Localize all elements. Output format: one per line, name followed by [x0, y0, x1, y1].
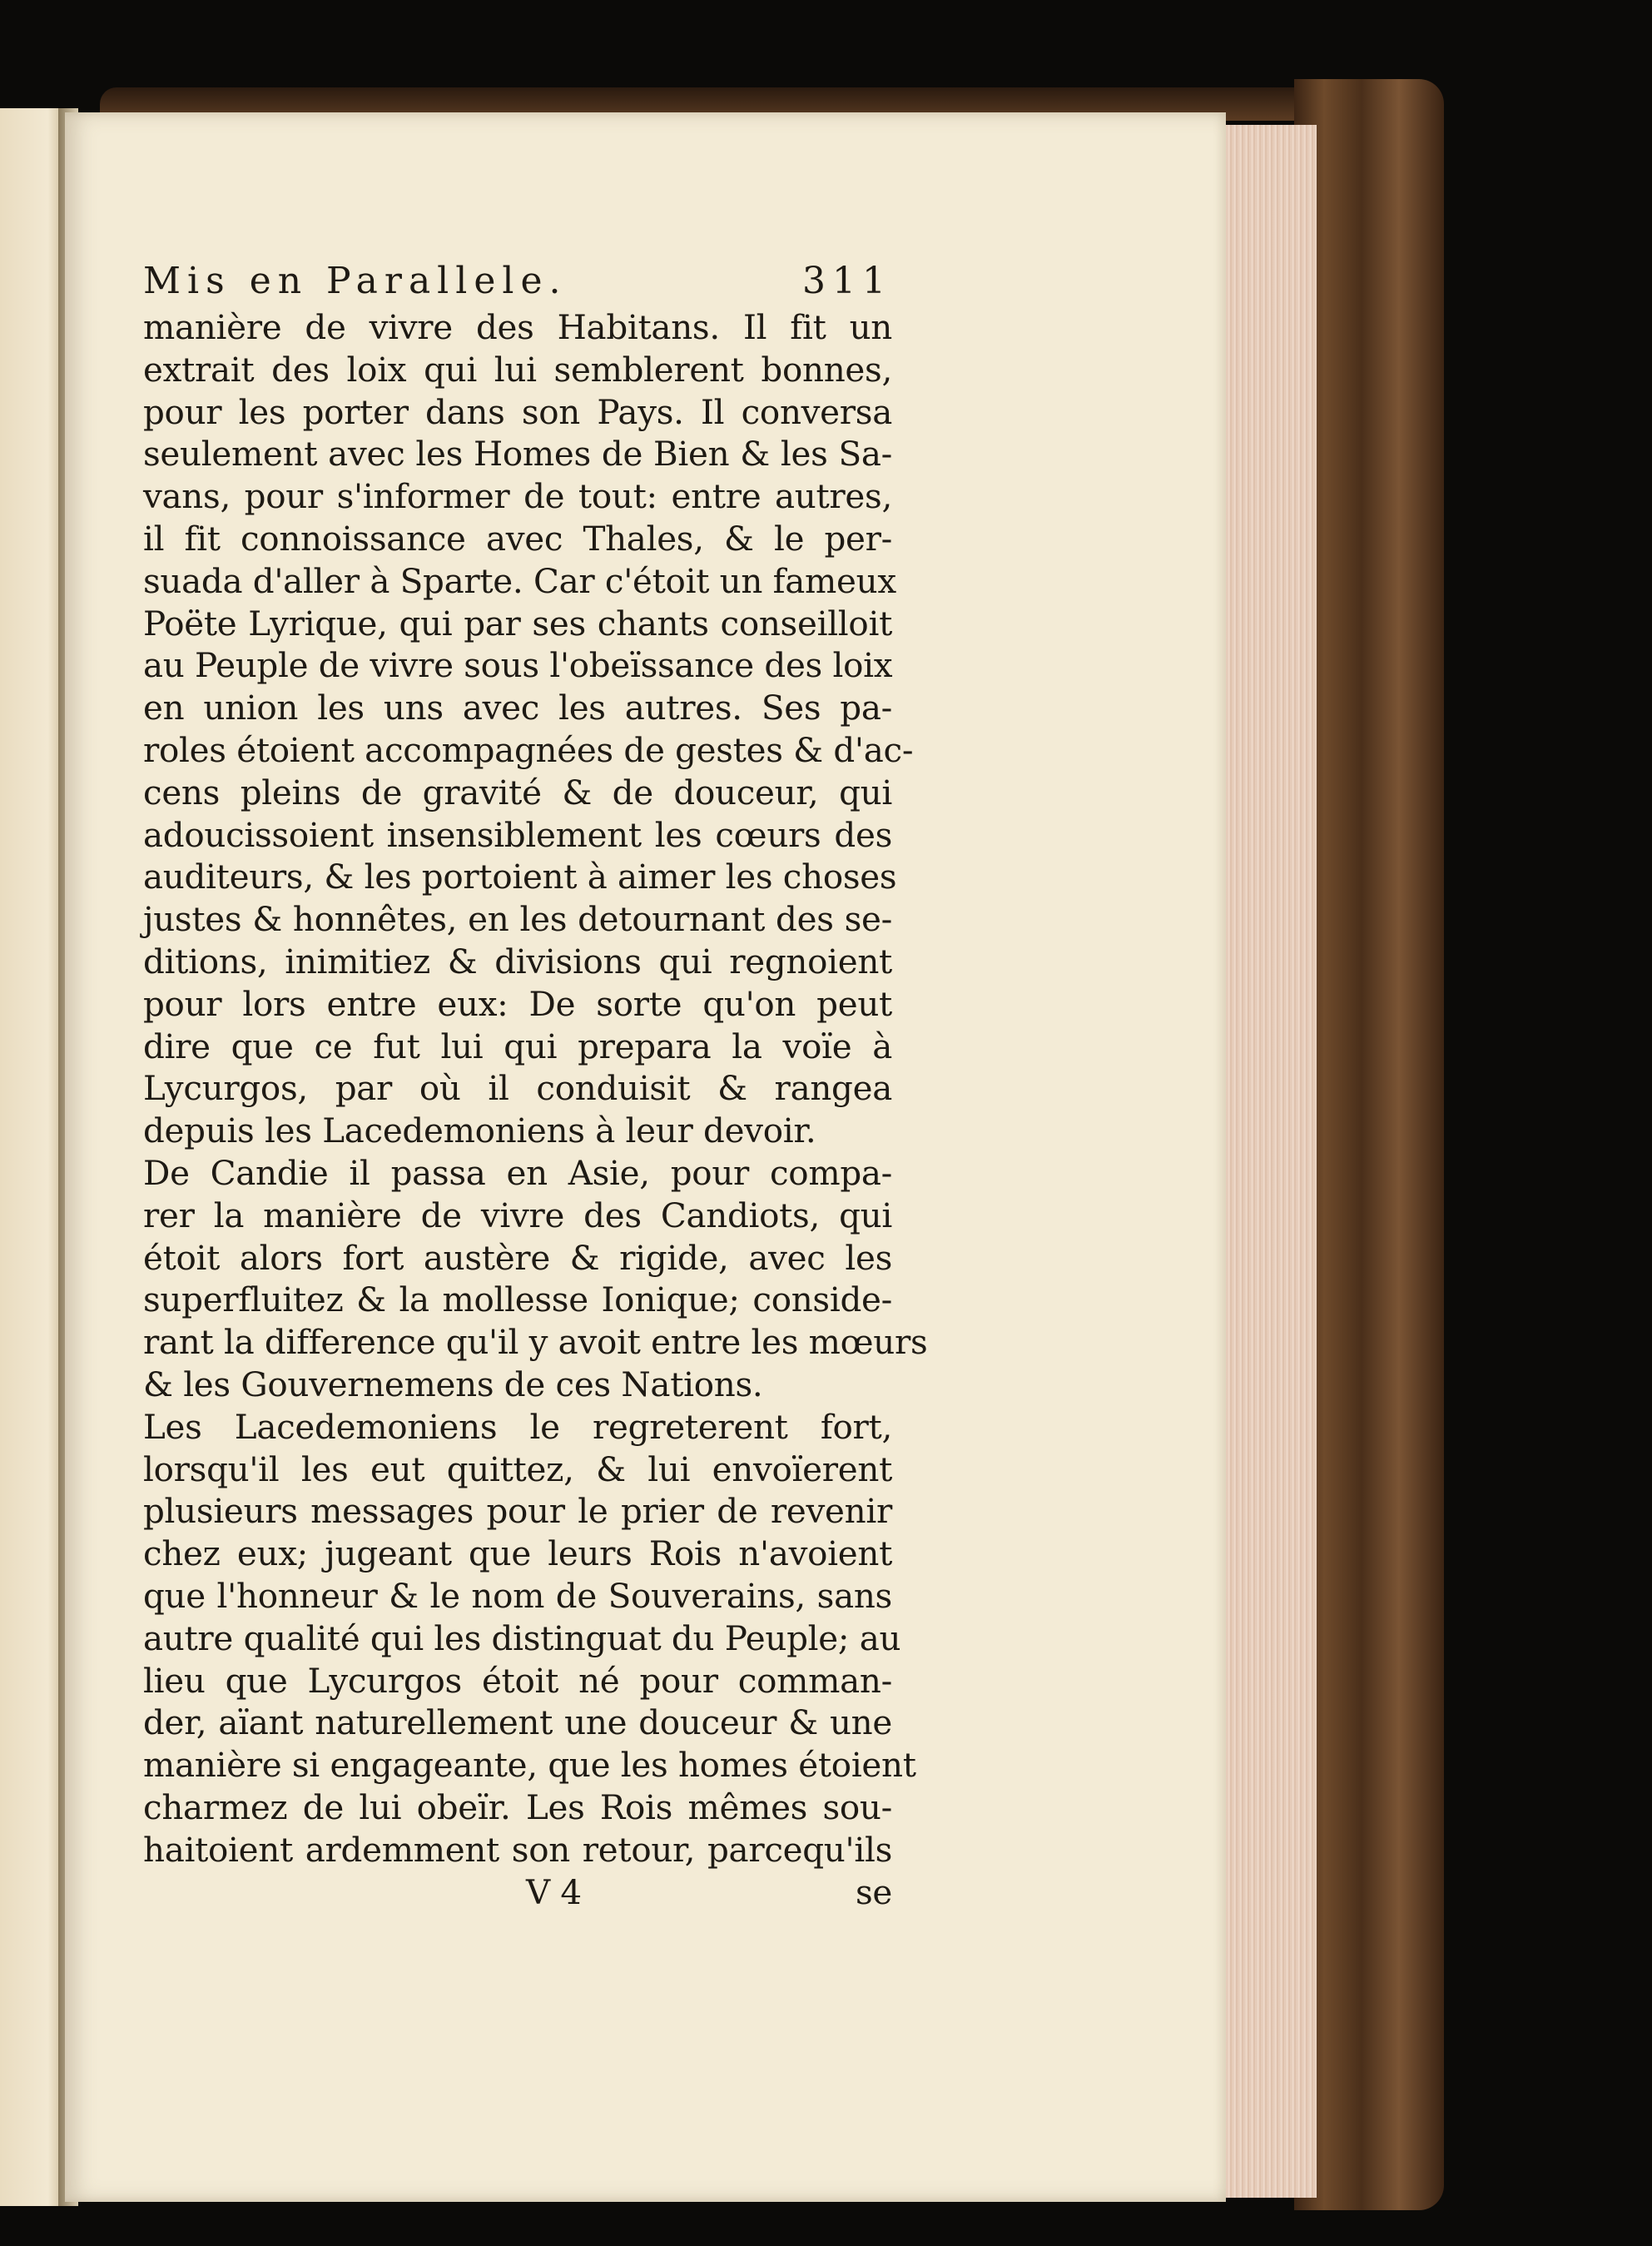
text-line: pour les porter dans son Pays. Il conversa: [143, 391, 892, 432]
text-line: dire que ce fut lui qui prepara la voïe à: [143, 1026, 892, 1066]
text-line: manière si engageante, que les homes étoient: [143, 1745, 916, 1786]
text-line: que l'honneur & le nom de Souverains, sans: [143, 1575, 892, 1616]
book-cover-edge: [1294, 79, 1444, 2210]
text-line: seulement avec les Homes de Bien & les Sa-: [143, 434, 892, 475]
text-line: haitoient ardemment son retour, parcequ'ils: [143, 1829, 892, 1870]
page-footer: [143, 1871, 892, 1914]
text-line: chez eux; jugeant que leurs Rois n'avoient: [143, 1533, 892, 1574]
page-edges: [1219, 125, 1317, 2198]
text-line: auditeurs, & les portoient à aimer les choses: [143, 857, 897, 897]
text-line: & les Gouvernemens de ces Nations.: [143, 1364, 763, 1404]
text-line: vans, pour s'informer de tout: entre autres,: [143, 476, 892, 517]
text-line: autre qualité qui les distinguat du Peuple; au: [143, 1617, 901, 1658]
text-line: der, aïant naturellement une douceur & une: [143, 1702, 892, 1743]
text-line: roles étoient accompagnées de gestes & d'ac-: [143, 729, 914, 770]
text-line: depuis les Lacedemoniens à leur devoir.: [143, 1111, 816, 1151]
text-line: charmez de lui obeïr. Les Rois mêmes sou-: [143, 1786, 892, 1827]
text-line: extrait des loix qui lui semblerent bonnes,: [143, 349, 892, 390]
text-line: De Candie il passa en Asie, pour compa-: [143, 1152, 892, 1193]
catchword: se: [855, 1872, 892, 1913]
text-line: Poëte Lyrique, qui par ses chants conseilloit: [143, 603, 892, 643]
text-line: Les Lacedemoniens le regreterent fort,: [143, 1406, 892, 1447]
running-head: [143, 256, 892, 306]
text-line: il fit connoissance avec Thales, & le per-: [143, 518, 892, 559]
text-line: ditions, inimitiez & divisions qui regnoient: [143, 941, 892, 981]
text-line: rant la difference qu'il y avoit entre les mœurs: [143, 1322, 928, 1363]
text-line: pour lors entre eux: De sorte qu'on peut: [143, 983, 892, 1024]
signature-mark: V 4: [526, 1872, 582, 1913]
text-line: suada d'aller à Sparte. Car c'étoit un fameux: [143, 560, 896, 601]
text-line: étoit alors fort austère & rigide, avec les: [143, 1237, 892, 1278]
text-line: justes & honnêtes, en les detournant des se-: [143, 899, 892, 940]
text-line: Lycurgos, par où il conduisit & rangea: [143, 1068, 892, 1109]
text-line: au Peuple de vivre sous l'obeïssance des loix: [143, 645, 893, 686]
text-line: plusieurs messages pour le prier de revenir: [143, 1491, 892, 1532]
running-title: Mis en Parallele.: [143, 260, 568, 302]
text-line: lorsqu'il les eut quittez, & lui envoïerent: [143, 1448, 892, 1489]
text-line: manière de vivre des Habitans. Il fit un: [143, 307, 892, 347]
text-line: rer la manière de vivre des Candiots, qui: [143, 1195, 892, 1235]
text-line: lieu que Lycurgos étoit né pour comman-: [143, 1660, 892, 1701]
page-text-block: [143, 256, 928, 1914]
text-line: adoucissoient insensiblement les cœurs des: [143, 814, 892, 855]
text-line: superfluitez & la mollesse Ionique; conside-: [143, 1280, 892, 1320]
text-line: en union les uns avec les autres. Ses pa-: [143, 688, 892, 728]
text-line: cens pleins de gravité & de douceur, qui: [143, 772, 892, 812]
page-number: 311: [802, 260, 892, 302]
